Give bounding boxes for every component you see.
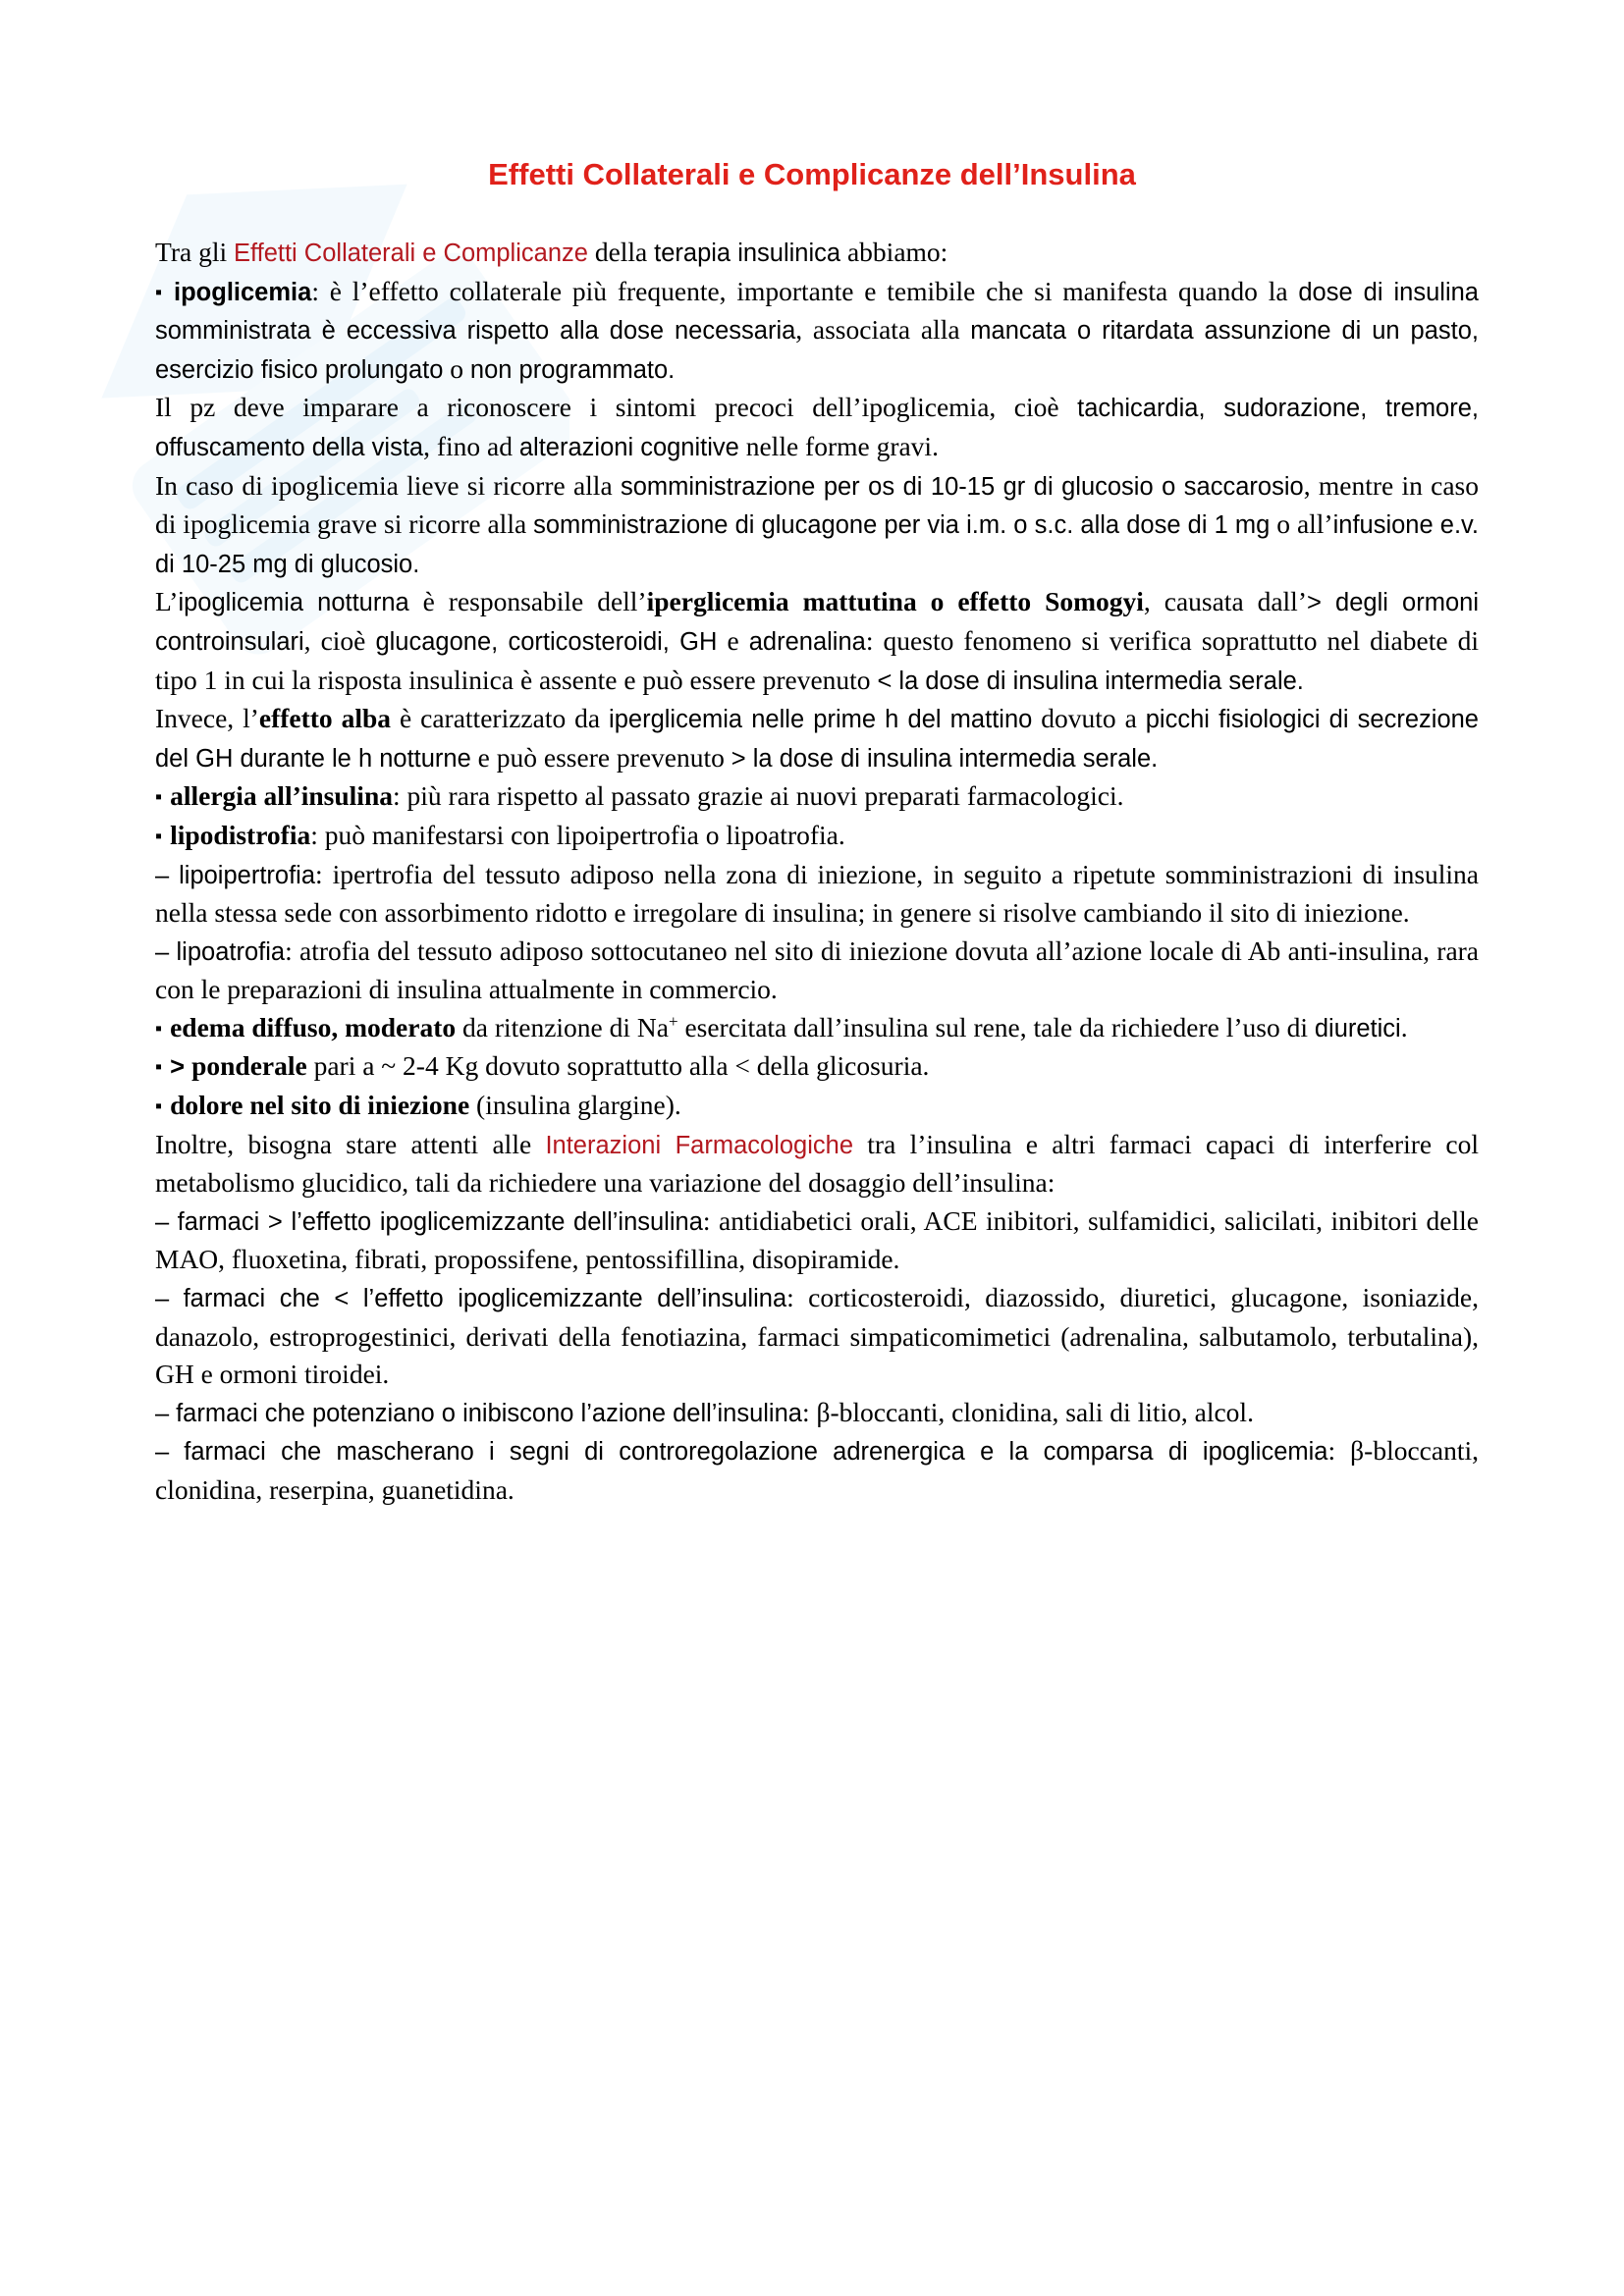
paragraph-farmaci-aumentano: – farmaci > l’effetto ipoglicemizzante dell’insulina: antidiabetici orali, ACE inibitori, sulfamidici, salicilati, inibitori delle MAO, fluoxetina, fibrati, propossifene, pentossifillina, disopiramide. bbox=[155, 1204, 1479, 1275]
paragraph-lipoatrofia: – lipoatrofia: atrofia del tessuto adiposo sottocutaneo nel sito di iniezione dovuta all’azione locale di Ab anti-insulina, rara con le preparazioni di insulina attualmente in commercio. bbox=[155, 934, 1480, 1005]
paragraph-intro: Tra gli Effetti Collaterali e Complicanze della terapia insulinica abbiamo: bbox=[155, 237, 948, 267]
bullet-icon: ▪ bbox=[155, 1056, 163, 1079]
bullet-icon: ▪ bbox=[155, 1017, 163, 1040]
bullet-icon: ▪ bbox=[155, 281, 167, 303]
bullet-icon: ▪ bbox=[155, 1095, 163, 1118]
page-title: Effetti Collaterali e Complicanze dell’Insulina bbox=[488, 157, 1136, 191]
paragraph-sintomi: Il pz deve imparare a riconoscere i sintomi precoci dell’ipoglicemia, cioè tachicardia, sudorazione, tremore, offuscamento della vista, fino ad alterazioni cognitive nelle forme gravi. bbox=[155, 392, 1479, 461]
bullet-icon: ▪ bbox=[155, 825, 163, 847]
dash-icon: – bbox=[155, 861, 170, 889]
dash-icon: – bbox=[155, 937, 170, 966]
document-body bbox=[155, 234, 1479, 1510]
dash-icon: – bbox=[155, 1285, 170, 1313]
paragraph-allergia: ▪ allergia all’insulina: più rara rispetto al passato grazie ai nuovi preparati farmacologici. bbox=[155, 780, 1124, 812]
paragraph-somogyi: L’ipoglicemia notturna è responsabile dell’iperglicemia mattutina o effetto Somogyi, causata dall’> degli ormoni controinsulari, cioè glucagone, corticosteroidi, GH e adrenalina: questo fenomeno si verifica soprattutto nel diabete di tipo 1 in cui la risposta insulinica è assente e può essere prevenuto < la dose di insulina intermedia serale. bbox=[155, 586, 1479, 695]
paragraph-interazioni: Inoltre, bisogna stare attenti alle Interazioni Farmacologiche tra l’insulina e altri farmaci capaci di interferire col metabolismo glucidico, tali da richiedere una variazione del dosaggio dell’insulina: bbox=[155, 1128, 1479, 1199]
paragraph-farmaci-riducono: – farmaci che < l’effetto ipoglicemizzante dell’insulina: corticosteroidi, diazossido, diuretici, glucagone, isoniazide, danazolo, estroprogestinici, derivati della fenotiazina, farmaci simpaticomimetici (adrenalina, salbutamolo, terbutalina), GH e ormoni tiroidei. bbox=[155, 1282, 1480, 1390]
paragraph-farmaci-potenziano: – farmaci che potenziano o inibiscono l’azione dell’insulina: β-bloccanti, clonidina, sali di litio, alcol. bbox=[155, 1396, 1254, 1427]
dash-icon: – bbox=[155, 1438, 170, 1467]
paragraph-ponderale: ▪ > ponderale pari a ~ 2-4 Kg dovuto soprattutto alla < della glicosuria. bbox=[155, 1050, 930, 1082]
paragraph-effetto-alba: Invece, l’effetto alba è caratterizzato da iperglicemia nelle prime h del mattino dovuto a picchi fisiologici di secrezione del GH durante le h notturne e può essere prevenuto > la dose di insulina intermedia serale. bbox=[155, 703, 1479, 773]
bullet-icon: ▪ bbox=[155, 786, 163, 809]
paragraph-edema: ▪ edema diffuso, moderato da ritenzione di Na+ esercitata dall’insulina sul rene, tale da richiedere l’uso di diuretici. bbox=[155, 1011, 1408, 1042]
paragraph-lipodistrofia: ▪ lipodistrofia: può manifestarsi con lipoipertrofia o lipoatrofia. bbox=[155, 819, 845, 850]
dash-icon: – bbox=[155, 1399, 170, 1427]
dash-icon: – bbox=[155, 1207, 170, 1236]
paragraph-dolore: ▪ dolore nel sito di iniezione (insulina glargine). bbox=[155, 1090, 681, 1121]
paragraph-trattamento: In caso di ipoglicemia lieve si ricorre alla somministrazione per os di 10-15 gr di glucosio o saccarosio, mentre in caso di ipoglicemia grave si ricorre alla somministrazione di glucagone per via i.m. o s.c. alla dose di 1 mg o all’infusione e.v. di 10-25 mg di glucosio. bbox=[155, 469, 1480, 578]
paragraph-ipoglicemia: ▪ ipoglicemia: è l’effetto collaterale più frequente, importante e temibile che si manifesta quando la dose di insulina somministrata è eccessiva rispetto alla dose necessaria, associata alla mancata o ritardata assunzione di un pasto, esercizio fisico prolungato o non programmato. bbox=[155, 275, 1479, 384]
paragraph-lipoipertrofia: – lipoipertrofia: ipertrofia del tessuto adiposo nella zona di iniezione, in seguito a ripetute somministrazioni di insulina nella stessa sede con assorbimento ridotto e irregolare di insulina; in genere si risolve cambiando il sito di iniezione. bbox=[155, 858, 1480, 929]
paragraph-farmaci-mascherano: – farmaci che mascherano i segni di controregolazione adrenergica e la comparsa di ipoglicemia: β-bloccanti, clonidina, reserpina, guanetidina. bbox=[155, 1435, 1479, 1505]
